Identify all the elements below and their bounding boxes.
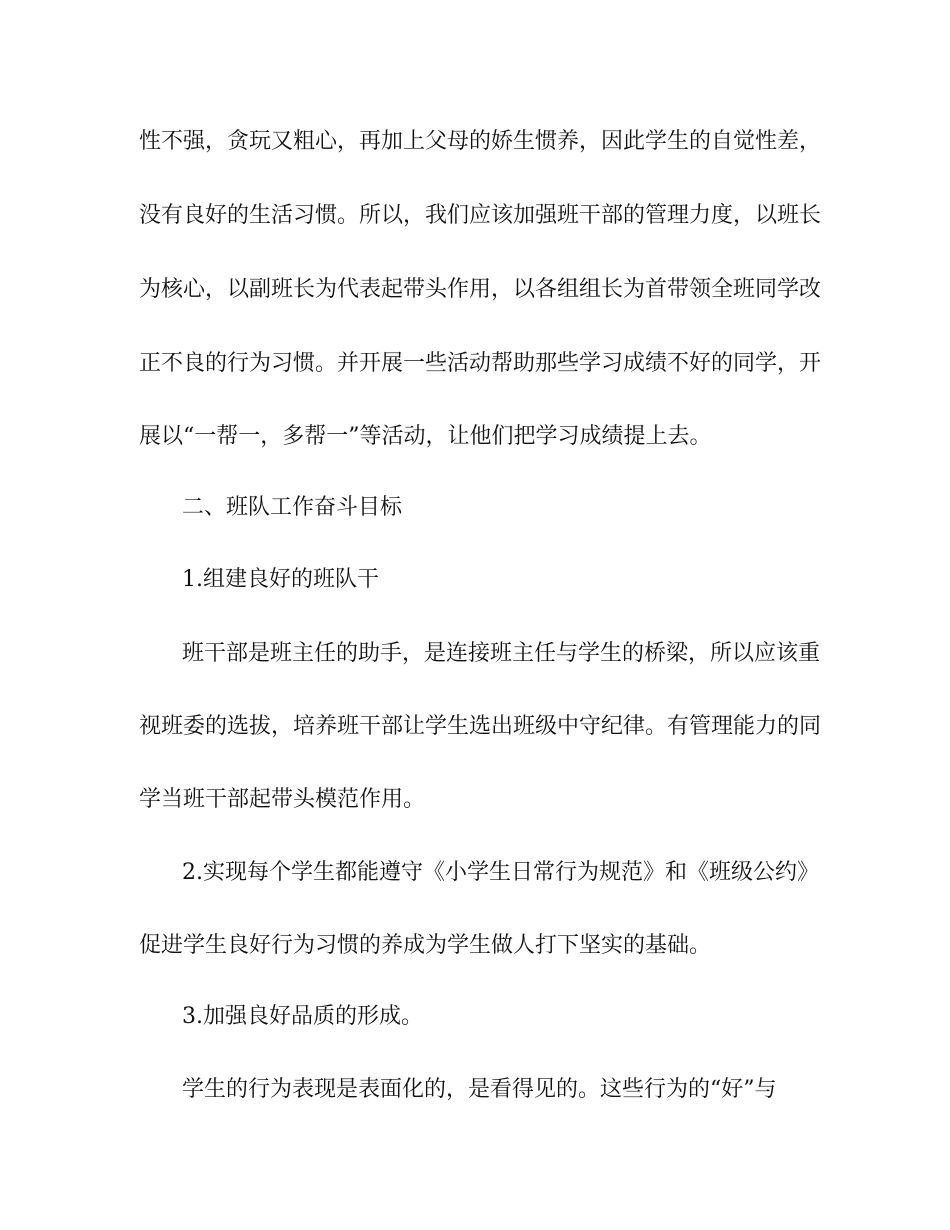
paragraph-line: 没有良好的生活习惯。所以，我们应该加强班干部的管理力度，以班长 (139, 203, 822, 228)
subsection-heading: 3.加强良好品质的形成。 (182, 1004, 423, 1029)
paragraph-line: 视班委的选拔，培养班干部让学生选出班级中守纪律。有管理能力的同 (139, 714, 822, 739)
paragraph-line: 学生的行为表现是表面化的，是看得见的。这些行为的“好”与 (182, 1077, 777, 1102)
section-heading: 二、班队工作奋斗目标 (182, 495, 403, 520)
paragraph-line: 班干部是班主任的助手，是连接班主任与学生的桥梁，所以应该重 (182, 641, 821, 666)
paragraph-line: 促进学生良好行为习惯的养成为学生做人打下坚实的基础。 (139, 933, 712, 958)
paragraph-line: 学当班干部起带头模范作用。 (139, 787, 426, 812)
paragraph-line: 正不良的行为习惯。并开展一些活动帮助那些学习成绩不好的同学，开 (139, 351, 822, 376)
paragraph-line: 性不强，贪玩又粗心，再加上父母的娇生惯养，因此学生的自觉性差， (139, 129, 822, 154)
paragraph-line: 展以“一帮一，多帮一”等活动，让他们把学习成绩提上去。 (139, 424, 712, 449)
paragraph-line: 为核心，以副班长为代表起带头作用，以各组组长为首带领全班同学改 (139, 277, 822, 302)
subsection-heading: 1.组建良好的班队干 (182, 567, 379, 592)
subsection-heading: 2.实现每个学生都能遵守《小学生日常行为规范》和《班级公约》 (182, 860, 819, 885)
